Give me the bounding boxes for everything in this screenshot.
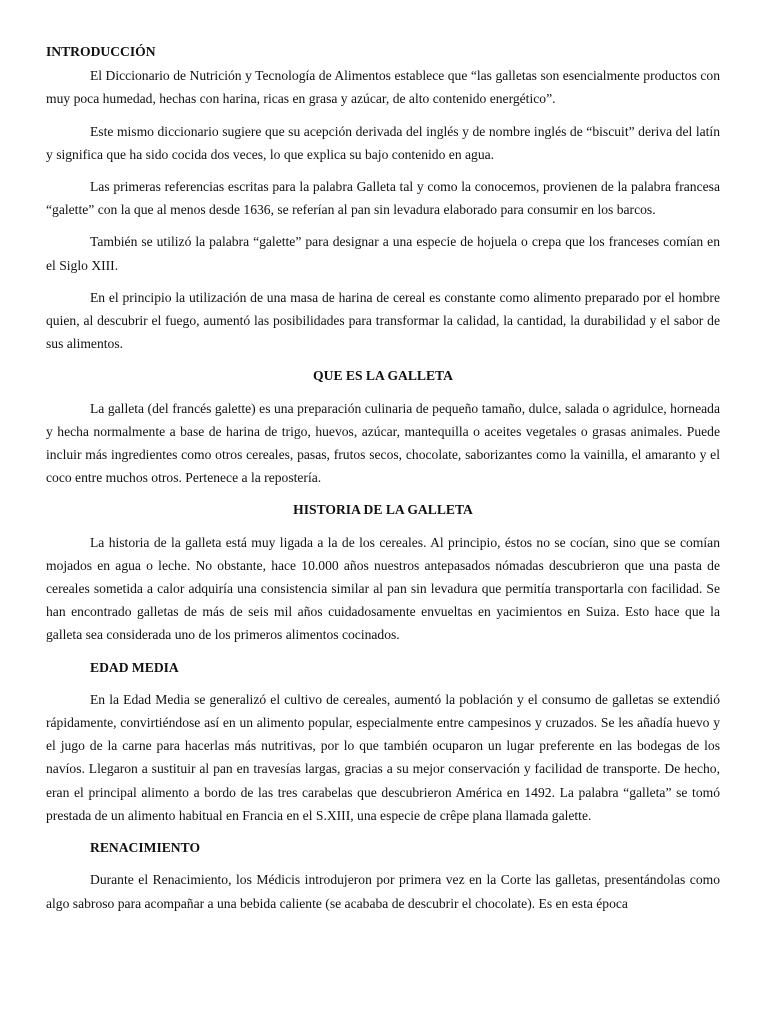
paragraph: También se utilizó la palabra “galette” para designar a una especie de hojuela o crepa que los franceses comían en el Siglo XIII. (46, 234, 720, 273)
paragraph: El Diccionario de Nutrición y Tecnología de Alimentos establece que “las galletas son esencialmente productos con muy poca humedad, hechas con harina, ricas en grasa y azúcar, de alto contenido energético”. (46, 68, 720, 107)
paragraph: La galleta (del francés galette) es una preparación culinaria de pequeño tamaño, dulce, salada o agridulce, horneada y hecha normalmente a base de harina de trigo, huevos, azúcar, mantequilla o aceites vegetales o grasas animales. Puede incluir más ingredientes como otros cereales, pasas, frutos secos, chocolate, saborizantes como la vainilla, el amaranto y el coco entre muchos otros. Pertenece a la repostería. (46, 400, 720, 486)
paragraph: En la Edad Media se generalizó el cultivo de cereales, aumentó la población y el consumo de galletas se extendió rápidamente, convirtiéndose así en un alimento popular, especialmente entre campesinos y cruzados. Se les añadía huevo y el jugo de la carne para hacerlas más nutritivas, por lo que también ocuparon un lugar preferente en las bodegas de los navíos. Llegaron a sustituir al pan en travesías largas, gracias a su mejor conservación y facilidad de transporte. De hecho, eran el principal alimento a bordo de las tres carabelas que descubrieron América en 1492. La palabra “galleta” se tomó prestada de un alimento habitual en Francia en el S.XIII, una especie de crêpe plana llamada galette. (46, 691, 720, 823)
heading-renacimiento: RENACIMIENTO (90, 840, 201, 856)
heading-introduccion: INTRODUCCIÓN (46, 44, 156, 59)
paragraph: Durante el Renacimiento, los Médicis introdujeron por primera vez en la Corte las galletas, presentándolas como algo sabroso para acompañar a una bebida caliente (se acababa de descubrir el chocolate). Es en esta época (46, 872, 720, 911)
paragraph: En el principio la utilización de una masa de harina de cereal es constante como alimento preparado por el hombre quien, al descubrir el fuego, aumentó las posibilidades para transformar la calidad, la cantidad, la durabilidad y el sabor de sus alimentos. (46, 289, 720, 352)
paragraph: Las primeras referencias escritas para la palabra Galleta tal y como la conocemos, provienen de la palabra francesa “galette” con la que al menos desde 1636, se referían al pan sin levadura elaborado para consumir en los barcos. (46, 179, 720, 218)
document-page (46, 40, 720, 924)
heading-que-es-la-galleta: QUE ES LA GALLETA (313, 368, 453, 384)
heading-edad-media: EDAD MEDIA (90, 659, 179, 675)
paragraph: Este mismo diccionario sugiere que su acepción derivada del inglés y de nombre inglés de “biscuit” deriva del latín y significa que ha sido cocida dos veces, lo que explica su bajo contenido en agua. (46, 123, 720, 162)
heading-historia-de-la-galleta: HISTORIA DE LA GALLETA (293, 502, 473, 518)
paragraph: La historia de la galleta está muy ligada a la de los cereales. Al principio, éstos no se cocían, sino que se comían mojados en agua o leche. No obstante, hace 10.000 años nuestros antepasados nómadas descubrieron que una pasta de cereales sometida a calor adquiría una consistencia similar al pan sin levadura que permitía transportarla con facilidad. Se han encontrado galletas de más de seis mil años cuidadosamente envueltas en yacimientos en Suiza. Esto hace que la galleta sea considerada uno de los primeros alimentos cocinados. (46, 534, 720, 643)
